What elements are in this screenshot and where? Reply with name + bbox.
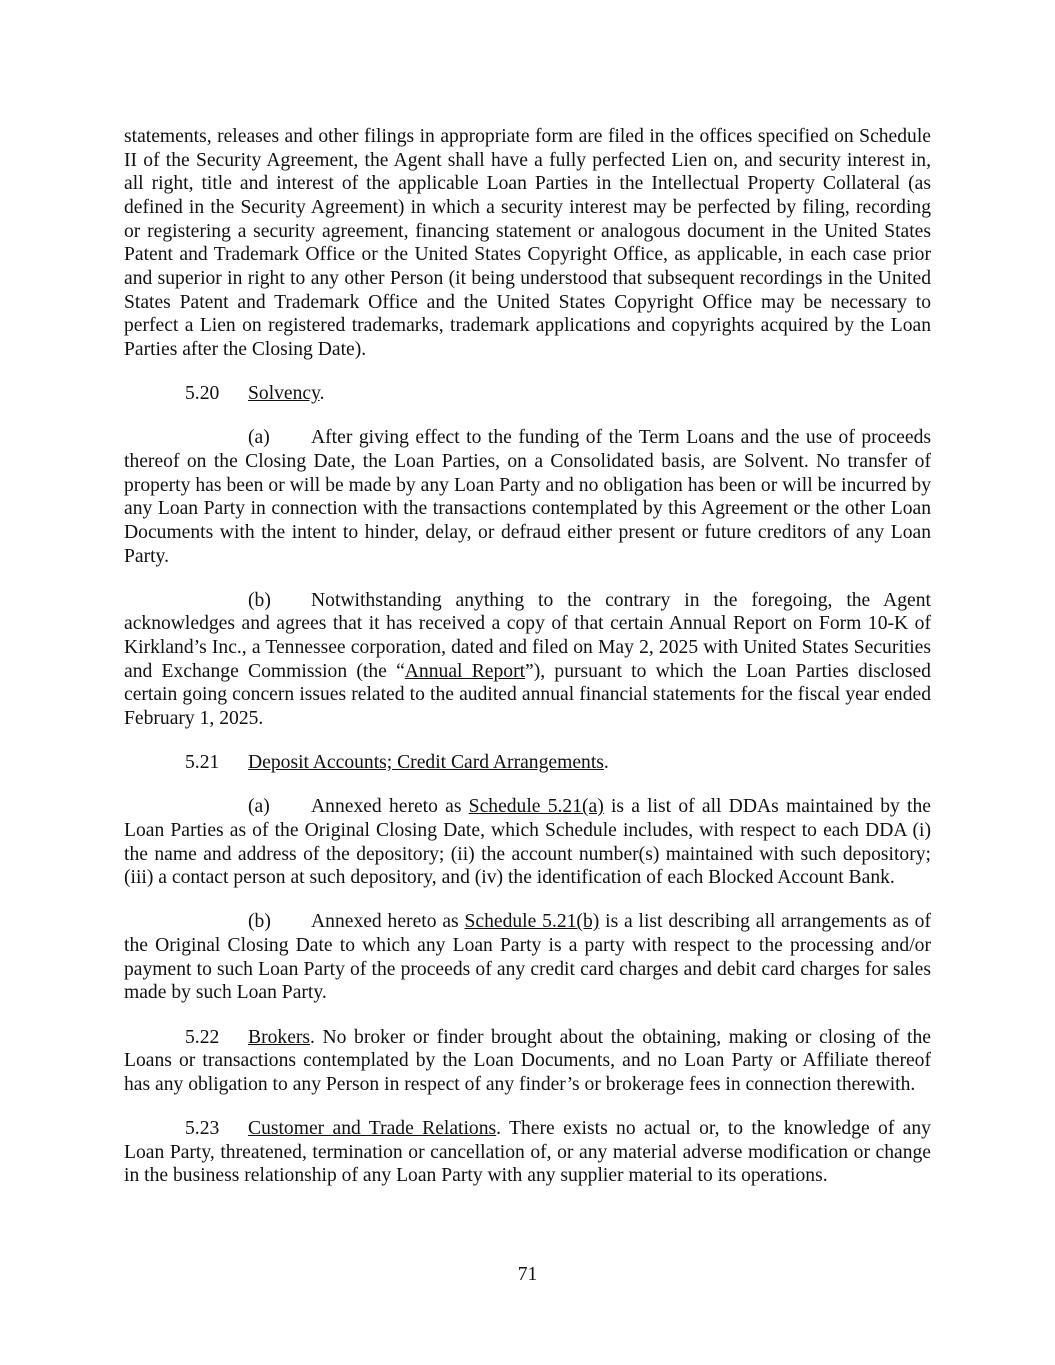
- schedule-reference: Schedule 5.21(b): [464, 911, 600, 933]
- section-title: Brokers: [248, 1026, 311, 1048]
- section-5-21-heading: [124, 751, 931, 775]
- section-punct: .: [319, 383, 325, 405]
- clause-text-cont: is a list of all DDAs maintained by the Loan Parties as of the Original Closing Date, which Schedule includes, with respect to each DDA (i) the name and address of the depository; (ii) the account number(s) maintained with such depository; (iii) a contact person at such depository, and (iv) the identification of each Blocked Account Bank.: [124, 796, 931, 889]
- section-5-20-b: [124, 589, 931, 731]
- section-title: Solvency: [248, 383, 320, 405]
- section-5-21-b: [124, 910, 931, 1005]
- clause-text: Annexed hereto as: [311, 796, 469, 818]
- section-text: . There exists no actual or, to the knowledge of any Loan Party, threatened, termination or cancellation of, or any material adverse modification or change in the business relationship of any Loan Party with any supplier material to its operations.: [124, 1117, 931, 1187]
- section-number: 5.23: [185, 1117, 220, 1139]
- section-title: Deposit Accounts; Credit Card Arrangements: [248, 752, 604, 774]
- clause-text: Annexed hereto as: [311, 911, 465, 933]
- section-title: Customer and Trade Relations: [248, 1117, 497, 1139]
- paragraph-continuation: statements, releases and other filings in appropriate form are filed in the offices specified on Schedule II of the Security Agreement, the Agent shall have a fully perfected Lien on, and security interest in, all right, title and interest of the applicable Loan Parties in the Intellectual Property Collateral (as defined in the Security Agreement) in which a security interest may be perfected by filing, recording or registering a security agreement, financing statement or analogous document in the United States Patent and Trademark Office or the United States Copyright Office, as applicable, in each case prior and superior in right to any other Person (it being understood that subsequent recordings in the United States Patent and Trademark Office and the United States Copyright Office may be necessary to perfect a Lien on registered trademarks, trademark applications and copyrights acquired by the Loan Parties after the Closing Date).: [124, 126, 931, 360]
- section-5-22: [124, 1026, 931, 1097]
- section-punct: .: [603, 752, 609, 774]
- section-5-21-a: [124, 795, 931, 890]
- clause-text-cont: ”), pursuant to which the Loan Parties disclosed certain going concern issues related to the audited annual financial statements for the fiscal year ended February 1, 2025.: [124, 660, 931, 729]
- document-page: [124, 125, 931, 1208]
- section-5-20-heading: [124, 382, 931, 406]
- section-text: . No broker or finder brought about the obtaining, making or closing of the Loans or transactions contemplated by the Loan Documents, and no Loan Party or Affiliate thereof has any obligation to any Person in respect of any finder’s or brokerage fees in connection therewith.: [124, 1026, 931, 1095]
- page-number: 71: [517, 1264, 538, 1285]
- clause-text: After giving effect to the funding of the Term Loans and the use of proceeds thereof on the Closing Date, the Loan Parties, on a Consolidated basis, are Solvent. No transfer of property has been or will be made by any Loan Party and no obligation has been or will be incurred by any Loan Party in connection with the transactions contemplated by this Agreement or the other Loan Documents with the intent to hinder, delay, or defraud either present or future creditors of any Loan Party.: [124, 427, 931, 567]
- schedule-reference: Schedule 5.21(a): [468, 796, 604, 818]
- section-5-23: [124, 1117, 931, 1188]
- clause-label: (a): [248, 796, 270, 818]
- section-5-20-a: [124, 426, 931, 568]
- clause-label: (b): [248, 589, 271, 611]
- clause-text: Notwithstanding anything to the contrary in the foregoing, the Agent acknowledges and agrees that it has received a copy of that certain Annual Report on Form 10-K of Kirkland’s Inc., a Tennessee corporation, dated and filed on May 2, 2025 with United States Securities and Exchange Commission (the “: [124, 589, 931, 682]
- defined-term: Annual Report: [404, 660, 526, 682]
- clause-label: (a): [248, 427, 270, 449]
- clause-text-cont: is a list describing all arrangements as of the Original Closing Date to which any Loan Party is a party with respect to the processing and/or payment to such Loan Party of the proceeds of any credit card charges and debit card charges for sales made by such Loan Party.: [124, 911, 932, 1004]
- section-number: 5.21: [185, 752, 220, 774]
- clause-label: (b): [248, 911, 271, 933]
- section-number: 5.20: [185, 383, 220, 405]
- section-number: 5.22: [185, 1026, 220, 1048]
